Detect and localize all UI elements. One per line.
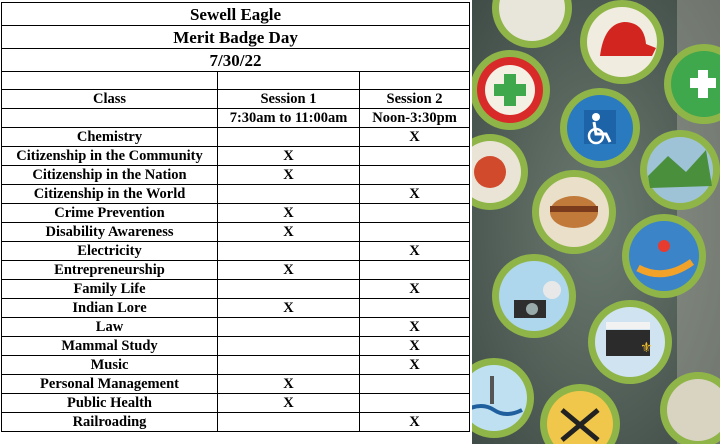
- schedule-table: [1, 2, 470, 432]
- session1-cell: [218, 242, 360, 261]
- session2-time: Noon-3:30pm: [360, 109, 470, 128]
- table-row: [2, 147, 470, 166]
- session2-cell: X: [360, 242, 470, 261]
- session1-cell: X: [218, 166, 360, 185]
- session1-cell: X: [218, 147, 360, 166]
- time-row: [2, 109, 470, 128]
- session1-cell: X: [218, 204, 360, 223]
- session1-cell: X: [218, 299, 360, 318]
- session2-cell: X: [360, 185, 470, 204]
- table-row: [2, 413, 470, 432]
- table-row: [2, 356, 470, 375]
- session2-cell: X: [360, 337, 470, 356]
- table-row: [2, 299, 470, 318]
- session2-cell: [360, 166, 470, 185]
- session1-cell: [218, 337, 360, 356]
- session1-header: Session 1: [218, 90, 360, 109]
- session1-cell: [218, 356, 360, 375]
- empty-cell: [2, 109, 218, 128]
- class-name-cell: Electricity: [2, 242, 218, 261]
- table-row: [2, 261, 470, 280]
- table-row: [2, 318, 470, 337]
- class-name-cell: Public Health: [2, 394, 218, 413]
- class-header: Class: [2, 90, 218, 109]
- class-name-cell: Indian Lore: [2, 299, 218, 318]
- session1-cell: X: [218, 223, 360, 242]
- class-name-cell: Crime Prevention: [2, 204, 218, 223]
- table-row: [2, 128, 470, 147]
- session2-cell: X: [360, 128, 470, 147]
- session2-cell: [360, 299, 470, 318]
- session2-header: Session 2: [360, 90, 470, 109]
- session1-cell: X: [218, 394, 360, 413]
- session2-cell: [360, 375, 470, 394]
- table-row: [2, 223, 470, 242]
- empty-cell: [360, 72, 470, 90]
- photography-badge: [492, 254, 576, 338]
- session2-cell: [360, 223, 470, 242]
- table-row: [2, 375, 470, 394]
- kayaking-badge: [622, 214, 706, 298]
- table-row: [2, 280, 470, 299]
- session2-cell: [360, 147, 470, 166]
- merit-badges-photo: [472, 0, 720, 444]
- fire-safety-badge: [580, 0, 664, 84]
- session1-cell: [218, 128, 360, 147]
- date-row: [2, 49, 470, 72]
- class-name-cell: Family Life: [2, 280, 218, 299]
- table-row: [2, 166, 470, 185]
- page-title: Sewell Eagle: [2, 3, 470, 26]
- class-name-cell: Music: [2, 356, 218, 375]
- merit-badges-image: [472, 0, 720, 444]
- class-name-cell: Citizenship in the World: [2, 185, 218, 204]
- session1-cell: [218, 185, 360, 204]
- table-row: [2, 337, 470, 356]
- table-row: [2, 204, 470, 223]
- class-name-cell: Mammal Study: [2, 337, 218, 356]
- empty-cell: [218, 72, 360, 90]
- session1-cell: [218, 318, 360, 337]
- empty-cell: [2, 72, 218, 90]
- session2-cell: X: [360, 280, 470, 299]
- american-cultures-badge: [532, 170, 616, 254]
- table-row: [2, 242, 470, 261]
- session2-cell: [360, 394, 470, 413]
- session1-cell: X: [218, 375, 360, 394]
- class-name-cell: Railroading: [2, 413, 218, 432]
- event-date: 7/30/22: [2, 49, 470, 72]
- session2-cell: X: [360, 356, 470, 375]
- spacer-row: [2, 72, 470, 90]
- table-row: [2, 185, 470, 204]
- moviemaking-badge: [588, 300, 672, 384]
- class-name-cell: Chemistry: [2, 128, 218, 147]
- session2-cell: [360, 204, 470, 223]
- class-name-cell: Personal Management: [2, 375, 218, 394]
- class-name-cell: Law: [2, 318, 218, 337]
- first-aid-badge: [472, 50, 550, 130]
- session1-cell: X: [218, 261, 360, 280]
- environmental-science-badge: [640, 130, 720, 210]
- session2-cell: X: [360, 318, 470, 337]
- page-subtitle: Merit Badge Day: [2, 26, 470, 49]
- disability-awareness-badge: [560, 88, 640, 168]
- svg-text:⚜: ⚜: [640, 340, 653, 356]
- subtitle-row: [2, 26, 470, 49]
- class-name-cell: Citizenship in the Community: [2, 147, 218, 166]
- title-row: [2, 3, 470, 26]
- class-name-cell: Disability Awareness: [2, 223, 218, 242]
- class-name-cell: Citizenship in the Nation: [2, 166, 218, 185]
- session2-cell: [360, 261, 470, 280]
- header-row: [2, 90, 470, 109]
- session1-cell: [218, 280, 360, 299]
- session1-time: 7:30am to 11:00am: [218, 109, 360, 128]
- session2-cell: X: [360, 413, 470, 432]
- table-row: [2, 394, 470, 413]
- class-name-cell: Entrepreneurship: [2, 261, 218, 280]
- session1-cell: [218, 413, 360, 432]
